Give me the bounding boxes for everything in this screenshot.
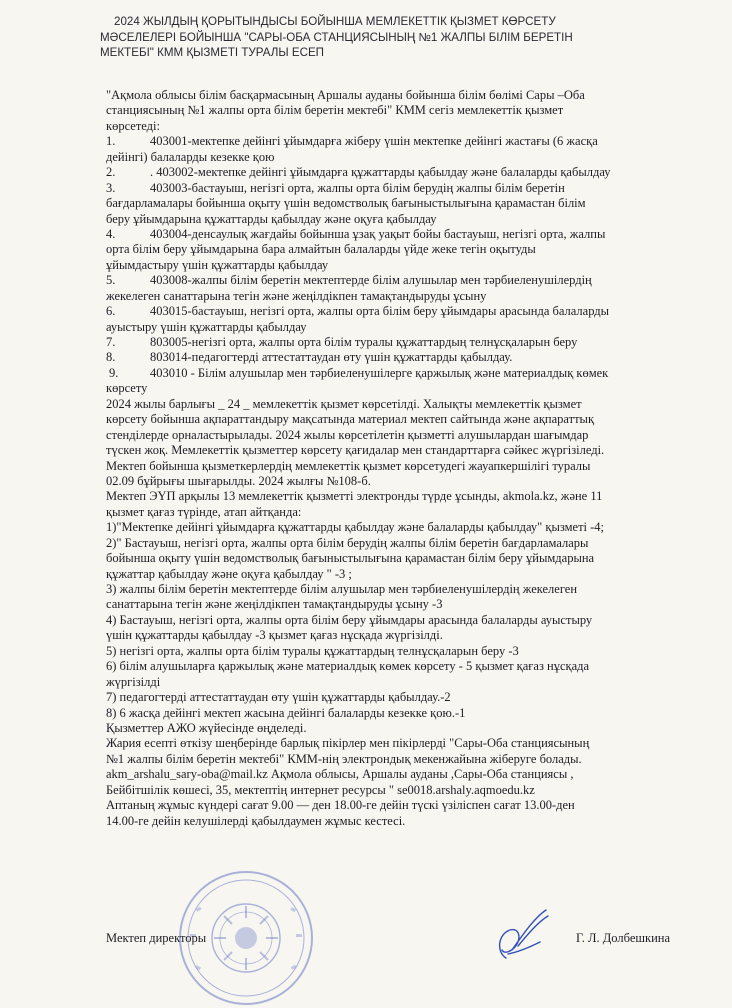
service-number: 4. xyxy=(106,226,116,241)
summary-paragraphs xyxy=(106,397,706,829)
summary-line: Қызметтер АЖО жүйесінде өңделеді. xyxy=(106,720,307,735)
summary-line: Бейбітшілік көшесі, 35, мектептің интернет ресурсы " se0018.arshaly.aqmoedu.kz xyxy=(106,782,535,797)
service-text: көрсету xyxy=(106,381,148,396)
service-item xyxy=(106,165,706,180)
service-number: 1. xyxy=(106,134,116,149)
service-text: 403003-бастауыш, негізгі орта, жалпы орта білім берудің жалпы білім беретін xyxy=(150,180,565,195)
summary-line: 6) білім алушыларға қаржылық және материалдық көмек көрсету - 5 қызмет қағаз нұсқада xyxy=(106,659,590,674)
summary-line: жүргізілді xyxy=(106,674,161,689)
summary-line: түскен жоқ. Мемлекеттік қызметтер көрсету қағидалар мен стандарттарға сәйкес жүргізіледі. xyxy=(106,443,605,458)
service-text: 803005-негізгі орта, жалпы орта білім туралы құжаттардың телнұсқаларын беру xyxy=(150,335,578,349)
summary-line: Мектеп ЭҮП арқылы 13 мемлекеттік қызметті электронды түрде ұсынды, akmola.kz, және 11 xyxy=(106,489,603,504)
director-name: Г. Л. Долбешкина xyxy=(575,931,670,945)
service-text: дейінгі) балаларды кезекке қою xyxy=(106,149,275,164)
document-title xyxy=(100,14,700,61)
summary-line: 02.09 бұйрығы шығарылды. 2024 жылғы №108-б. xyxy=(106,473,371,488)
summary-line: қызмет қағаз түрінде, атап айтқанда: xyxy=(106,504,302,519)
service-text: жекелеген санаттарына тегін және жеңілдікпен тамақтандыруды ұсыну xyxy=(106,288,487,303)
service-text: ауыстыру үшін құжаттарды қабылдау xyxy=(106,319,307,334)
summary-line: көрсету бойынша ақпараттандыру мақсатында материал мектеп сайтында және ақпараттық xyxy=(106,412,595,427)
service-text: 403015-бастауыш, негізгі орта, жалпы орта білім беру ұйымдары арасында балаларды xyxy=(150,304,610,319)
summary-line: 5) негізгі орта, жалпы орта білім туралы құжаттардың телнұсқаларын беру -3 xyxy=(106,643,519,658)
summary-line: akm_arshalu_sary-oba@mail.kz Ақмола облысы, Аршалы ауданы ,Сары-Оба станциясы , xyxy=(106,767,574,782)
service-number: 3. xyxy=(106,180,116,195)
summary-line: 2)" Бастауыш, негізгі орта, жалпы орта білім берудің жалпы білім беретін бағдарламалары xyxy=(106,535,589,550)
summary-line: 3) жалпы білім беретін мектептерде білім алушылар мен тәрбиеленушілердің жекелеген xyxy=(106,582,578,596)
intro-line: көрсетеді: xyxy=(106,118,160,133)
service-number: 2. xyxy=(106,165,116,180)
service-text: 803014-педагогтерді аттестаттаудан өту үшін құжаттарды қабылдау. xyxy=(150,350,513,365)
service-number: 9. xyxy=(109,365,119,380)
summary-line: стендiлерде орналастырылады. 2024 жылы көрсетілетін қызметті алушылардан шағымдар xyxy=(106,427,589,442)
service-item xyxy=(106,335,706,350)
document-body xyxy=(106,88,706,829)
service-text: ұйымдастыру үшін құжаттарды қабылдау xyxy=(106,257,329,272)
service-text: 403001-мектепке дейінгі ұйымдарға жіберу үшін мектепке дейінгі жастағы (6 жасқа xyxy=(150,134,598,149)
service-text: 403004-денсаулық жағдайы бойынша ұзақ уақыт бойы бастауыш, негізгі орта, жалпы xyxy=(150,226,606,241)
service-item xyxy=(106,366,706,397)
service-item xyxy=(106,304,706,335)
intro-line: "Ақмола облысы білім басқармасының Аршалы ауданы бойынша білім бөлімі Сары –Оба xyxy=(106,88,585,102)
summary-line: Мектеп бойынша қызметкерлердің мемлекеттік қызмет көрсетудегі жауапкершілігі туралы xyxy=(106,458,591,473)
summary-line: Аптаның жұмыс күндері сағат 9.00 — ден 18.00-ге дейін түскі үзіліспен сағат 13.00-ден xyxy=(106,798,575,813)
summary-line: 14.00-ге дейін келушілерді қабылдаумен жұмыс кестесі. xyxy=(106,813,406,828)
service-item xyxy=(106,350,706,365)
service-item xyxy=(106,273,706,304)
summary-line: құжаттар қабылдау және оқуға қабылдау " -3 ; xyxy=(106,566,352,581)
summary-line: үшін құжаттарды қабылдау -3 қызмет қағаз нұсқада жүргізілді. xyxy=(106,628,443,643)
summary-line: санаттарына тегін және жеңілдікпен тамақтандыруды ұсыну -3 xyxy=(106,597,443,612)
intro-paragraph xyxy=(106,88,706,134)
signature-icon xyxy=(488,906,554,970)
service-item xyxy=(106,181,706,227)
intro-line: станциясының №1 жалпы орта білім беретін мектебі" КММ сегіз мемлекеттік қызмет xyxy=(106,103,564,118)
service-item xyxy=(106,134,706,165)
summary-line: 1)"Мектепке дейінгі ұйымдарға құжаттарды қабылдау және балаларды қабылдау" қызметі -4; xyxy=(106,520,605,535)
summary-line: 8) 6 жасқа дейінгі мектеп жасына дейінгі балаларды кезекке қою.-1 xyxy=(106,705,466,720)
summary-line: 7) педагогтерді аттестаттаудан өту үшін құжаттарды қабылдау.-2 xyxy=(106,690,451,705)
services-list xyxy=(106,134,706,396)
service-text: 403008-жалпы білім беретін мектептерде білім алушылар мен тәрбиеленушілердің xyxy=(150,273,592,288)
summary-line: 2024 жылы барлығы _ 24 _ мемлекеттік қызмет көрсетілді. Халықты мемлекеттік қызмет xyxy=(106,396,582,411)
service-number: 5. xyxy=(106,273,116,288)
service-text: . 403002-мектепке дейінгі ұйымдарға құжаттарды қабылдау және балаларды қабылдау xyxy=(150,165,611,180)
service-number: 8. xyxy=(106,350,116,365)
summary-line: №1 жалпы білім беретін мектебі" КММ-нің электрондық мекенжайына жіберуге болады. xyxy=(106,751,582,766)
title-line: МӘСЕЛЕЛЕРІ БОЙЫНША "САРЫ-ОБА СТАНЦИЯСЫНЫҢ №1 ЖАЛПЫ БІЛІМ БЕРЕТІН xyxy=(100,30,573,44)
summary-line: бойынша оқыту үшін ведомстволық бағыныстылығына қарамастан білім беру ұйымдарына xyxy=(106,551,595,566)
title-line: МЕКТЕБІ" КММ ҚЫЗМЕТІ ТУРАЛЫ ЕСЕП xyxy=(100,46,325,59)
summary-line: 4) Бастауыш, негізгі орта, жалпы орта білім беру ұйымдары арасында балаларды ауыстыру xyxy=(106,612,593,627)
service-text: беру ұйымдарына құжаттарды қабылдау және оқуға қабылдау xyxy=(106,211,437,226)
director-title: Мектеп директоры xyxy=(106,931,207,945)
title-line: 2024 ЖЫЛДЫҢ ҚОРЫТЫНДЫСЫ БОЙЫНША МЕМЛЕКЕТТІК ҚЫЗМЕТ КӨРСЕТУ xyxy=(114,15,556,28)
service-text: орта білім беру ұйымдарына бара алмайтын балаларды үйде жеке тегін оқытуды xyxy=(106,242,536,257)
service-text: 403010 - Білім алушылар мен тәрбиеленушілерге қаржылық және материалдық көмек xyxy=(150,365,609,380)
service-number: 6. xyxy=(106,304,116,319)
service-text: бағдарламалары бойынша оқыту үшін ведомстволық бағыныстылығына қарамастан білім xyxy=(106,196,586,211)
service-item xyxy=(106,227,706,273)
summary-line: Жария есепті өткізу шеңберінде барлық пікірлер мен пікірлерді "Сары-Оба станциясының xyxy=(106,736,590,751)
service-number: 7. xyxy=(106,335,116,349)
